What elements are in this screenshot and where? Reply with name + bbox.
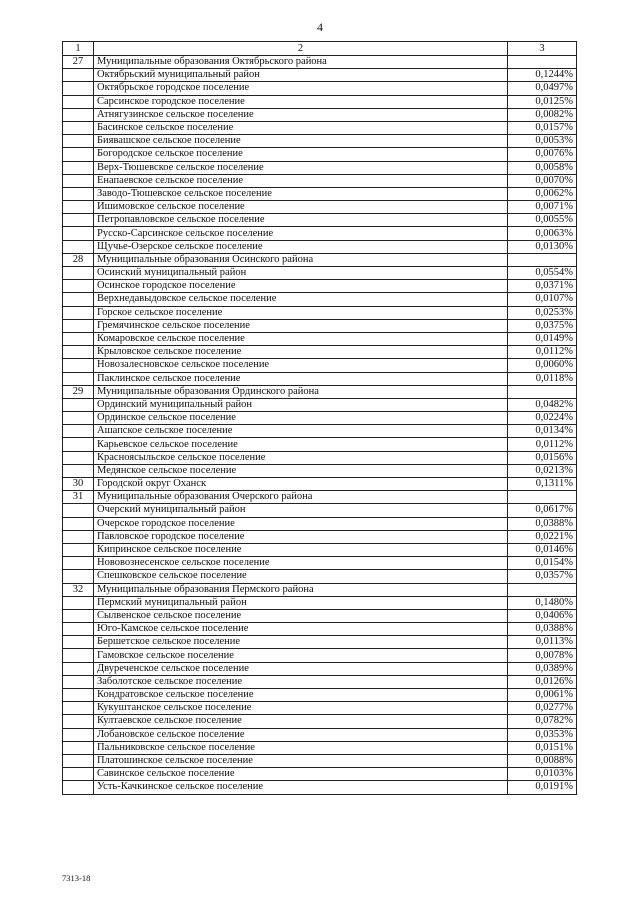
table-row xyxy=(63,609,577,622)
municipality-name: Бершетское сельское поселение xyxy=(94,636,508,649)
row-number xyxy=(63,359,94,372)
share-value: 0,0617% xyxy=(508,504,577,517)
table-row xyxy=(63,227,577,240)
row-number xyxy=(63,754,94,767)
municipality-name: Горское сельское поселение xyxy=(94,306,508,319)
municipality-name: Петропавловское сельское поселение xyxy=(94,214,508,227)
table-row xyxy=(63,187,577,200)
table-row xyxy=(63,491,577,504)
share-value: 0,0221% xyxy=(508,530,577,543)
row-number xyxy=(63,543,94,556)
share-value: 0,0497% xyxy=(508,82,577,95)
municipality-name: Октябрьское городское поселение xyxy=(94,82,508,95)
table-row xyxy=(63,293,577,306)
row-number xyxy=(63,438,94,451)
table-row xyxy=(63,161,577,174)
row-number xyxy=(63,425,94,438)
row-number xyxy=(63,517,94,530)
share-value: 0,0253% xyxy=(508,306,577,319)
row-number xyxy=(63,768,94,781)
share-value: 0,0107% xyxy=(508,293,577,306)
table-row xyxy=(63,715,577,728)
share-value: 0,0076% xyxy=(508,148,577,161)
table-row xyxy=(63,768,577,781)
table-row xyxy=(63,214,577,227)
share-value: 0,0406% xyxy=(508,609,577,622)
row-number xyxy=(63,332,94,345)
table-row xyxy=(63,280,577,293)
share-value: 0,0213% xyxy=(508,464,577,477)
municipality-name: Двуреченское сельское поселение xyxy=(94,662,508,675)
share-value: 0,1311% xyxy=(508,478,577,491)
municipality-name: Ашапское сельское поселение xyxy=(94,425,508,438)
row-number xyxy=(63,451,94,464)
share-value: 0,0126% xyxy=(508,675,577,688)
municipality-name: Юго-Камское сельское поселение xyxy=(94,623,508,636)
share-value xyxy=(508,583,577,596)
share-value xyxy=(508,491,577,504)
row-number: 31 xyxy=(63,491,94,504)
table-body xyxy=(63,42,577,795)
table-row xyxy=(63,319,577,332)
share-value: 0,0071% xyxy=(508,201,577,214)
row-number xyxy=(63,161,94,174)
row-number xyxy=(63,609,94,622)
row-number: 30 xyxy=(63,478,94,491)
table-row xyxy=(63,385,577,398)
share-value: 0,0154% xyxy=(508,557,577,570)
row-number xyxy=(63,715,94,728)
share-value: 0,0224% xyxy=(508,412,577,425)
row-number xyxy=(63,306,94,319)
municipality-name: Ишимовское сельское поселение xyxy=(94,201,508,214)
document-code: 7313-18 xyxy=(62,873,91,883)
share-value: 0,0277% xyxy=(508,702,577,715)
share-value: 0,0146% xyxy=(508,543,577,556)
municipality-name: Сылвенское сельское поселение xyxy=(94,609,508,622)
table-row xyxy=(63,108,577,121)
table-row xyxy=(63,451,577,464)
municipality-name: Гамовское сельское поселение xyxy=(94,649,508,662)
share-value: 0,0191% xyxy=(508,781,577,794)
municipality-name: Октябрьский муниципальный район xyxy=(94,69,508,82)
share-value: 0,0088% xyxy=(508,754,577,767)
table-row xyxy=(63,332,577,345)
row-number xyxy=(63,69,94,82)
share-value: 0,0134% xyxy=(508,425,577,438)
municipality-name: Заводо-Тюшевское сельское поселение xyxy=(94,187,508,200)
header-col-share: 3 xyxy=(508,42,577,56)
table-row xyxy=(63,781,577,794)
table-row xyxy=(63,557,577,570)
share-value: 0,0782% xyxy=(508,715,577,728)
row-number xyxy=(63,214,94,227)
table-row xyxy=(63,517,577,530)
row-number xyxy=(63,557,94,570)
municipality-name: Басинское сельское поселение xyxy=(94,121,508,134)
municipality-name: Верх-Тюшевское сельское поселение xyxy=(94,161,508,174)
municipality-name: Ординское сельское поселение xyxy=(94,412,508,425)
table-row xyxy=(63,174,577,187)
municipality-name: Кипринское сельское поселение xyxy=(94,543,508,556)
share-value: 0,0055% xyxy=(508,214,577,227)
table-row xyxy=(63,306,577,319)
share-value: 0,0388% xyxy=(508,623,577,636)
row-number xyxy=(63,675,94,688)
header-col-number: 1 xyxy=(63,42,94,56)
row-number xyxy=(63,135,94,148)
municipality-name: Верхнедавыдовское сельское поселение xyxy=(94,293,508,306)
municipality-name: Очерский муниципальный район xyxy=(94,504,508,517)
row-number xyxy=(63,570,94,583)
table-row xyxy=(63,583,577,596)
share-value: 0,0130% xyxy=(508,240,577,253)
municipality-name: Карьевское сельское поселение xyxy=(94,438,508,451)
table-row xyxy=(63,504,577,517)
table-row xyxy=(63,596,577,609)
table-row xyxy=(63,346,577,359)
municipality-name: Новозалесновское сельское поселение xyxy=(94,359,508,372)
municipality-name: Гремячинское сельское поселение xyxy=(94,319,508,332)
share-value: 0,0156% xyxy=(508,451,577,464)
share-value: 0,0357% xyxy=(508,570,577,583)
header-col-name: 2 xyxy=(94,42,508,56)
table-row xyxy=(63,702,577,715)
municipality-name: Очерское городское поселение xyxy=(94,517,508,530)
municipality-name: Кукуштанское сельское поселение xyxy=(94,702,508,715)
row-number xyxy=(63,293,94,306)
municipality-name: Нововознесенское сельское поселение xyxy=(94,557,508,570)
municipality-name: Лобановское сельское поселение xyxy=(94,728,508,741)
table-row xyxy=(63,570,577,583)
row-number xyxy=(63,319,94,332)
table-row xyxy=(63,662,577,675)
row-number xyxy=(63,240,94,253)
row-number xyxy=(63,649,94,662)
share-value: 0,0388% xyxy=(508,517,577,530)
share-value: 0,0157% xyxy=(508,121,577,134)
share-value: 0,0112% xyxy=(508,438,577,451)
table-row xyxy=(63,359,577,372)
share-value: 0,0070% xyxy=(508,174,577,187)
table-row xyxy=(63,372,577,385)
row-number xyxy=(63,148,94,161)
municipality-name: Биявашское сельское поселение xyxy=(94,135,508,148)
table-row xyxy=(63,464,577,477)
municipality-name: Муниципальные образования Октябрьского района xyxy=(94,56,508,69)
row-number xyxy=(63,82,94,95)
share-value: 0,0078% xyxy=(508,649,577,662)
table-row xyxy=(63,623,577,636)
municipality-name: Медянское сельское поселение xyxy=(94,464,508,477)
header-row xyxy=(63,42,577,56)
table-row xyxy=(63,267,577,280)
table-row xyxy=(63,728,577,741)
share-value: 0,0125% xyxy=(508,95,577,108)
row-number xyxy=(63,741,94,754)
share-value: 0,0389% xyxy=(508,662,577,675)
share-value: 0,0113% xyxy=(508,636,577,649)
table-row xyxy=(63,135,577,148)
municipality-name: Богородское сельское поселение xyxy=(94,148,508,161)
share-value: 0,0118% xyxy=(508,372,577,385)
page-number: 4 xyxy=(317,20,323,34)
table-row xyxy=(63,240,577,253)
table-row xyxy=(63,754,577,767)
share-value: 0,0082% xyxy=(508,108,577,121)
municipality-name: Городской округ Оханск xyxy=(94,478,508,491)
municipality-name: Кондратовское сельское поселение xyxy=(94,689,508,702)
row-number xyxy=(63,346,94,359)
municipality-name: Щучье-Озерское сельское поселение xyxy=(94,240,508,253)
table-row xyxy=(63,82,577,95)
row-number xyxy=(63,662,94,675)
share-value: 0,1480% xyxy=(508,596,577,609)
table-row xyxy=(63,69,577,82)
row-number xyxy=(63,108,94,121)
table-row xyxy=(63,56,577,69)
municipality-name: Комаровское сельское поселение xyxy=(94,332,508,345)
municipality-name: Усть-Качкинское сельское поселение xyxy=(94,781,508,794)
share-value: 0,0053% xyxy=(508,135,577,148)
municipality-name: Платошинское сельское поселение xyxy=(94,754,508,767)
row-number xyxy=(63,623,94,636)
share-value: 0,1244% xyxy=(508,69,577,82)
row-number xyxy=(63,689,94,702)
share-value: 0,0061% xyxy=(508,689,577,702)
table-row xyxy=(63,689,577,702)
share-value: 0,0151% xyxy=(508,741,577,754)
table-row xyxy=(63,530,577,543)
row-number: 27 xyxy=(63,56,94,69)
share-value: 0,0371% xyxy=(508,280,577,293)
table-row xyxy=(63,438,577,451)
municipality-name: Крыловское сельское поселение xyxy=(94,346,508,359)
municipality-name: Муниципальные образования Пермского района xyxy=(94,583,508,596)
table-row xyxy=(63,543,577,556)
share-value: 0,0103% xyxy=(508,768,577,781)
municipality-name: Пальниковское сельское поселение xyxy=(94,741,508,754)
share-value: 0,0554% xyxy=(508,267,577,280)
row-number: 29 xyxy=(63,385,94,398)
share-value xyxy=(508,385,577,398)
municipality-name: Осинский муниципальный район xyxy=(94,267,508,280)
municipality-name: Русско-Сарсинское сельское поселение xyxy=(94,227,508,240)
share-value: 0,0062% xyxy=(508,187,577,200)
row-number xyxy=(63,412,94,425)
row-number xyxy=(63,227,94,240)
municipality-name: Муниципальные образования Очерского района xyxy=(94,491,508,504)
row-number xyxy=(63,398,94,411)
row-number xyxy=(63,174,94,187)
share-value: 0,0482% xyxy=(508,398,577,411)
distribution-table xyxy=(62,41,577,795)
share-value: 0,0058% xyxy=(508,161,577,174)
municipality-name: Ординский муниципальный район xyxy=(94,398,508,411)
row-number xyxy=(63,464,94,477)
municipality-name: Павловское городское поселение xyxy=(94,530,508,543)
row-number xyxy=(63,781,94,794)
share-value xyxy=(508,253,577,266)
municipality-name: Спешковское сельское поселение xyxy=(94,570,508,583)
municipality-name: Муниципальные образования Осинского района xyxy=(94,253,508,266)
row-number xyxy=(63,702,94,715)
row-number xyxy=(63,504,94,517)
table-row xyxy=(63,649,577,662)
municipality-name: Красноясыльское сельское поселение xyxy=(94,451,508,464)
municipality-name: Сарсинское городское поселение xyxy=(94,95,508,108)
share-value: 0,0353% xyxy=(508,728,577,741)
share-value xyxy=(508,56,577,69)
municipality-name: Савинское сельское поселение xyxy=(94,768,508,781)
municipality-name: Паклинское сельское поселение xyxy=(94,372,508,385)
table-row xyxy=(63,741,577,754)
table-row xyxy=(63,95,577,108)
table-row xyxy=(63,398,577,411)
municipality-name: Заболотское сельское поселение xyxy=(94,675,508,688)
table-row xyxy=(63,675,577,688)
table-row xyxy=(63,148,577,161)
share-value: 0,0375% xyxy=(508,319,577,332)
row-number xyxy=(63,267,94,280)
row-number xyxy=(63,187,94,200)
row-number xyxy=(63,95,94,108)
row-number xyxy=(63,596,94,609)
municipality-name: Енапаевское сельское поселение xyxy=(94,174,508,187)
table-row xyxy=(63,425,577,438)
table-row xyxy=(63,253,577,266)
table-row xyxy=(63,636,577,649)
table-row xyxy=(63,478,577,491)
municipality-name: Осинское городское поселение xyxy=(94,280,508,293)
row-number xyxy=(63,121,94,134)
row-number xyxy=(63,636,94,649)
row-number xyxy=(63,530,94,543)
share-value: 0,0112% xyxy=(508,346,577,359)
row-number xyxy=(63,728,94,741)
row-number: 28 xyxy=(63,253,94,266)
row-number xyxy=(63,372,94,385)
share-value: 0,0063% xyxy=(508,227,577,240)
municipality-name: Муниципальные образования Ординского района xyxy=(94,385,508,398)
row-number xyxy=(63,201,94,214)
municipality-name: Атнягузинское сельское поселение xyxy=(94,108,508,121)
municipality-name: Култаевское сельское поселение xyxy=(94,715,508,728)
table-row xyxy=(63,121,577,134)
share-value: 0,0060% xyxy=(508,359,577,372)
row-number xyxy=(63,280,94,293)
row-number: 32 xyxy=(63,583,94,596)
share-value: 0,0149% xyxy=(508,332,577,345)
municipality-name: Пермский муниципальный район xyxy=(94,596,508,609)
table-row xyxy=(63,201,577,214)
table-row xyxy=(63,412,577,425)
